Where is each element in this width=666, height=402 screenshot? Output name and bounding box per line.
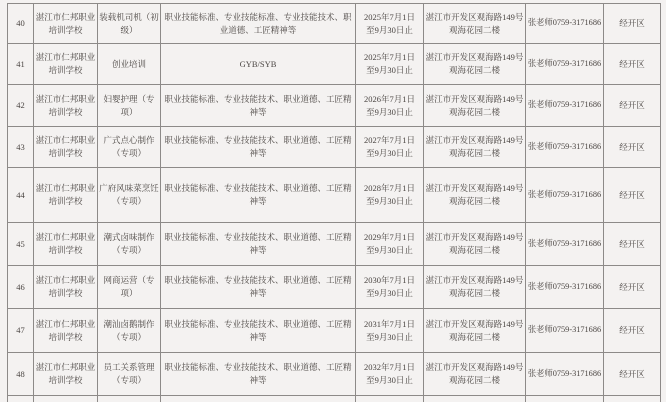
cell-training-standards: 职业技能标准、专业技能技术、职业道德、工匠精神等: [161, 353, 356, 396]
cell-school-name: 湛江市仁邦职业培训学校: [34, 353, 98, 396]
cell-contact-phone: 张老师0759-3171686: [526, 127, 604, 168]
cell-row-number: 47: [8, 309, 34, 353]
cell-row-number: 48: [8, 353, 34, 396]
cell-training-period: 2030年7月1日 至9月30日止: [356, 266, 424, 309]
cell-contact-phone: 张老师0759-3171686: [526, 309, 604, 353]
cell-school-address: 湛江市开发区观海路149号 观海花园二楼: [424, 353, 526, 396]
cell-training-standards: GYB/SYB: [161, 44, 356, 85]
cell-row-number: 41: [8, 44, 34, 85]
table-row: [8, 4, 661, 44]
cell-school-name: 湛江市仁邦职业培训学校: [34, 44, 98, 85]
cell-district: 经开区: [604, 168, 661, 223]
table-row: [8, 266, 661, 309]
cell-course-name: 员工关系管理（专项）: [98, 353, 161, 396]
cell-contact-phone: 张老师0759-3171686: [526, 353, 604, 396]
cell-school-address: 湛江市开发区观海路149号 观海花园二楼: [424, 266, 526, 309]
cell-course-name: 潮汕卤鹅制作（专项）: [98, 309, 161, 353]
cell-school-name: [34, 396, 98, 402]
cell-contact-phone: 张老师0759-3171686: [526, 85, 604, 127]
cell-school-address: 湛江市开发区观海路149号 观海花园二楼: [424, 309, 526, 353]
cell-training-period: [356, 396, 424, 402]
cell-school-address: 湛江市开发区观海路149号 观海花园二楼: [424, 85, 526, 127]
table-row: [8, 168, 661, 223]
cell-contact-phone: 张老师0759-3171686: [526, 44, 604, 85]
cell-course-name: 广府风味菜烹饪（专项）: [98, 168, 161, 223]
cell-training-period: 2026年7月1日 至9月30日止: [356, 85, 424, 127]
cell-row-number: 44: [8, 168, 34, 223]
cell-district: 经开区: [604, 85, 661, 127]
cell-district: 经开区: [604, 223, 661, 266]
cell-row-number: 46: [8, 266, 34, 309]
table-row: [8, 309, 661, 353]
table-row: [8, 223, 661, 266]
cell-training-period: 2025年7月1日 至9月30日止: [356, 44, 424, 85]
cell-course-name: 装载机司机（初级）: [98, 4, 161, 44]
cell-district: 经开区: [604, 127, 661, 168]
cell-training-period: 2025年7月1日 至9月30日止: [356, 4, 424, 44]
cell-school-name: 湛江市仁邦职业培训学校: [34, 85, 98, 127]
cell-course-name: 妇婴护理（专项）: [98, 85, 161, 127]
cell-course-name: 创业培训: [98, 44, 161, 85]
cell-training-period: 2032年7月1日 至9月30日止: [356, 353, 424, 396]
cell-training-period: 2029年7月1日 至9月30日止: [356, 223, 424, 266]
cell-row-number: 40: [8, 4, 34, 44]
cell-school-address: 湛江市开发区观海路149号 观海花园二楼: [424, 168, 526, 223]
training-registry-table: [7, 3, 661, 402]
cell-district: [604, 396, 661, 402]
cell-training-period: 2027年7月1日 至9月30日止: [356, 127, 424, 168]
table-row: [8, 127, 661, 168]
cell-school-name: 湛江市仁邦职业培训学校: [34, 223, 98, 266]
cell-row-number: 45: [8, 223, 34, 266]
cell-training-standards: 职业技能标准、专业技能技术、职业道德、工匠精神等: [161, 85, 356, 127]
cell-training-standards: 职业技能标准、专业技能技术、职业道德、工匠精神等: [161, 168, 356, 223]
table-row: [8, 353, 661, 396]
cell-contact-phone: 张老师0759-3171686: [526, 266, 604, 309]
cell-school-name: 湛江市仁邦职业培训学校: [34, 168, 98, 223]
cell-training-standards: 职业技能标准、专业技能标准、专业技能技术、职业道德、工匠精神等: [161, 4, 356, 44]
cell-school-address: [424, 396, 526, 402]
cell-contact-phone: 张老师0759-3171686: [526, 168, 604, 223]
cell-course-name: 潮式卤味制作（专项）: [98, 223, 161, 266]
cell-school-name: 湛江市仁邦职业培训学校: [34, 4, 98, 44]
cell-training-standards: 职业技能标准、专业技能技术、职业道德、工匠精神等: [161, 266, 356, 309]
cell-course-name: 广式点心制作（专项）: [98, 127, 161, 168]
cell-contact-phone: 张老师0759-3171686: [526, 4, 604, 44]
cell-district: 经开区: [604, 266, 661, 309]
cell-course-name: [98, 396, 161, 402]
cell-school-name: 湛江市仁邦职业培训学校: [34, 309, 98, 353]
cell-school-address: 湛江市开发区观海路149号 观海花园二楼: [424, 223, 526, 266]
cell-school-address: 湛江市开发区观海路149号 观海花园二楼: [424, 127, 526, 168]
cell-school-address: 湛江市开发区观海路149号 观海花园二楼: [424, 44, 526, 85]
cell-training-standards: 职业技能标准、专业技能技术、职业道德、工匠精神等: [161, 127, 356, 168]
cell-district: 经开区: [604, 353, 661, 396]
cell-row-number: 43: [8, 127, 34, 168]
cell-district: 经开区: [604, 4, 661, 44]
cell-training-standards: [161, 396, 356, 402]
cell-course-name: 网商运营（专项）: [98, 266, 161, 309]
cell-training-period: 2028年7月1日 至9月30日止: [356, 168, 424, 223]
table-row: [8, 396, 661, 402]
table-body: [8, 4, 661, 402]
cell-school-name: 湛江市仁邦职业培训学校: [34, 127, 98, 168]
cell-district: 经开区: [604, 309, 661, 353]
cell-contact-phone: 张老师0759-3171686: [526, 223, 604, 266]
cell-school-address: 湛江市开发区观海路149号 观海花园二楼: [424, 4, 526, 44]
cell-contact-phone: [526, 396, 604, 402]
cell-school-name: 湛江市仁邦职业培训学校: [34, 266, 98, 309]
table-row: [8, 44, 661, 85]
cell-row-number: [8, 396, 34, 402]
cell-row-number: 42: [8, 85, 34, 127]
cell-training-period: 2031年7月1日 至9月30日止: [356, 309, 424, 353]
cell-district: 经开区: [604, 44, 661, 85]
table-row: [8, 85, 661, 127]
cell-training-standards: 职业技能标准、专业技能技术、职业道德、工匠精神等: [161, 223, 356, 266]
cell-training-standards: 职业技能标准、专业技能技术、职业道德、工匠精神等: [161, 309, 356, 353]
